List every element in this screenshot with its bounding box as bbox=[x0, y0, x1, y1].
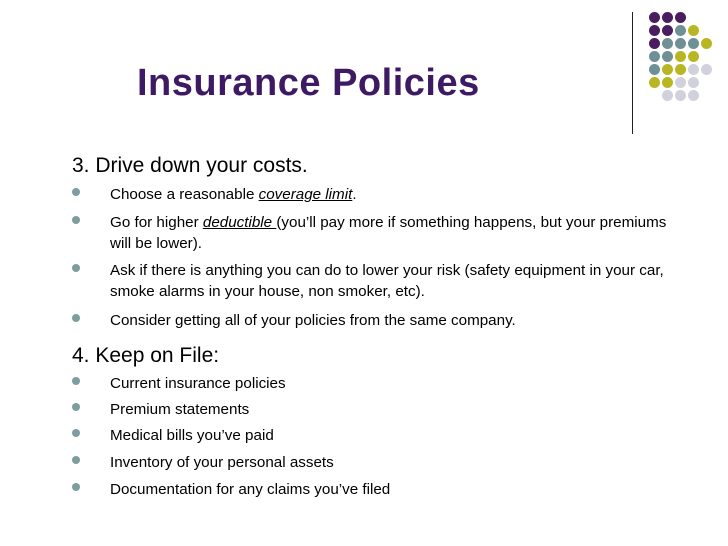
decor-dot bbox=[649, 51, 660, 62]
decor-dot bbox=[675, 25, 686, 36]
decor-dot bbox=[688, 90, 699, 101]
decor-dot bbox=[701, 38, 712, 49]
decor-dot bbox=[688, 77, 699, 88]
bullet-dot-icon bbox=[72, 314, 80, 322]
bullet-dot-icon bbox=[72, 483, 80, 491]
decor-dot bbox=[701, 64, 712, 75]
title-divider-line bbox=[632, 12, 633, 134]
list-item-text: Consider getting all of your policies from the same company. bbox=[110, 312, 516, 329]
bullet-dot-icon bbox=[72, 377, 80, 385]
text-part: (you’ll pay more if something happens, but your premiums will be lower). bbox=[110, 214, 667, 252]
bullet-dot-icon bbox=[72, 264, 80, 272]
decor-dot bbox=[649, 77, 660, 88]
list-item-text: Premium statements bbox=[110, 401, 250, 418]
decor-dot bbox=[688, 51, 699, 62]
text-part: . bbox=[352, 186, 357, 203]
decor-dot bbox=[649, 38, 660, 49]
text-part: Go for higher bbox=[110, 214, 203, 231]
decor-dot bbox=[662, 38, 673, 49]
bullet-dot-icon bbox=[72, 216, 80, 224]
decor-dot bbox=[649, 12, 660, 23]
decor-dot bbox=[662, 51, 673, 62]
decor-dot bbox=[662, 12, 673, 23]
list-item-text: Medical bills you’ve paid bbox=[110, 427, 274, 444]
bullet-dot-icon bbox=[72, 188, 80, 196]
decor-dot bbox=[662, 25, 673, 36]
list-item-text: Documentation for any claims you’ve filed bbox=[110, 481, 391, 498]
bullet-dot-icon bbox=[72, 456, 80, 464]
decor-dot bbox=[688, 64, 699, 75]
decor-dot bbox=[649, 64, 660, 75]
decor-dot bbox=[688, 25, 699, 36]
decor-dot bbox=[675, 12, 686, 23]
list-item-text: Current insurance policies bbox=[110, 375, 286, 392]
decor-dot bbox=[675, 90, 686, 101]
list-item-text: Ask if there is anything you can do to lower your risk (safety equipment in your car, smoke alarms in your house, non smoker, etc). bbox=[110, 262, 664, 300]
decor-dot bbox=[662, 90, 673, 101]
section-heading-keep-on-file: 4. Keep on File: bbox=[72, 344, 220, 367]
decor-dot bbox=[662, 64, 673, 75]
decor-dot bbox=[675, 38, 686, 49]
section-heading-drive-down-costs: 3. Drive down your costs. bbox=[72, 154, 308, 177]
bullet-dot-icon bbox=[72, 403, 80, 411]
list-item-text bbox=[110, 184, 690, 205]
decor-dot bbox=[649, 25, 660, 36]
decor-dot bbox=[675, 51, 686, 62]
text-part: Choose a reasonable bbox=[110, 186, 259, 203]
slide-title: Insurance Policies bbox=[137, 62, 480, 104]
decor-dot bbox=[688, 38, 699, 49]
list-item-text bbox=[110, 212, 690, 254]
decor-dot bbox=[675, 77, 686, 88]
decor-dot bbox=[662, 77, 673, 88]
term-coverage-limit: coverage limit bbox=[258, 186, 353, 203]
decor-dot bbox=[675, 64, 686, 75]
list-item-text: Inventory of your personal assets bbox=[110, 454, 334, 471]
bullet-dot-icon bbox=[72, 429, 80, 437]
term-deductible: deductible bbox=[202, 214, 277, 231]
